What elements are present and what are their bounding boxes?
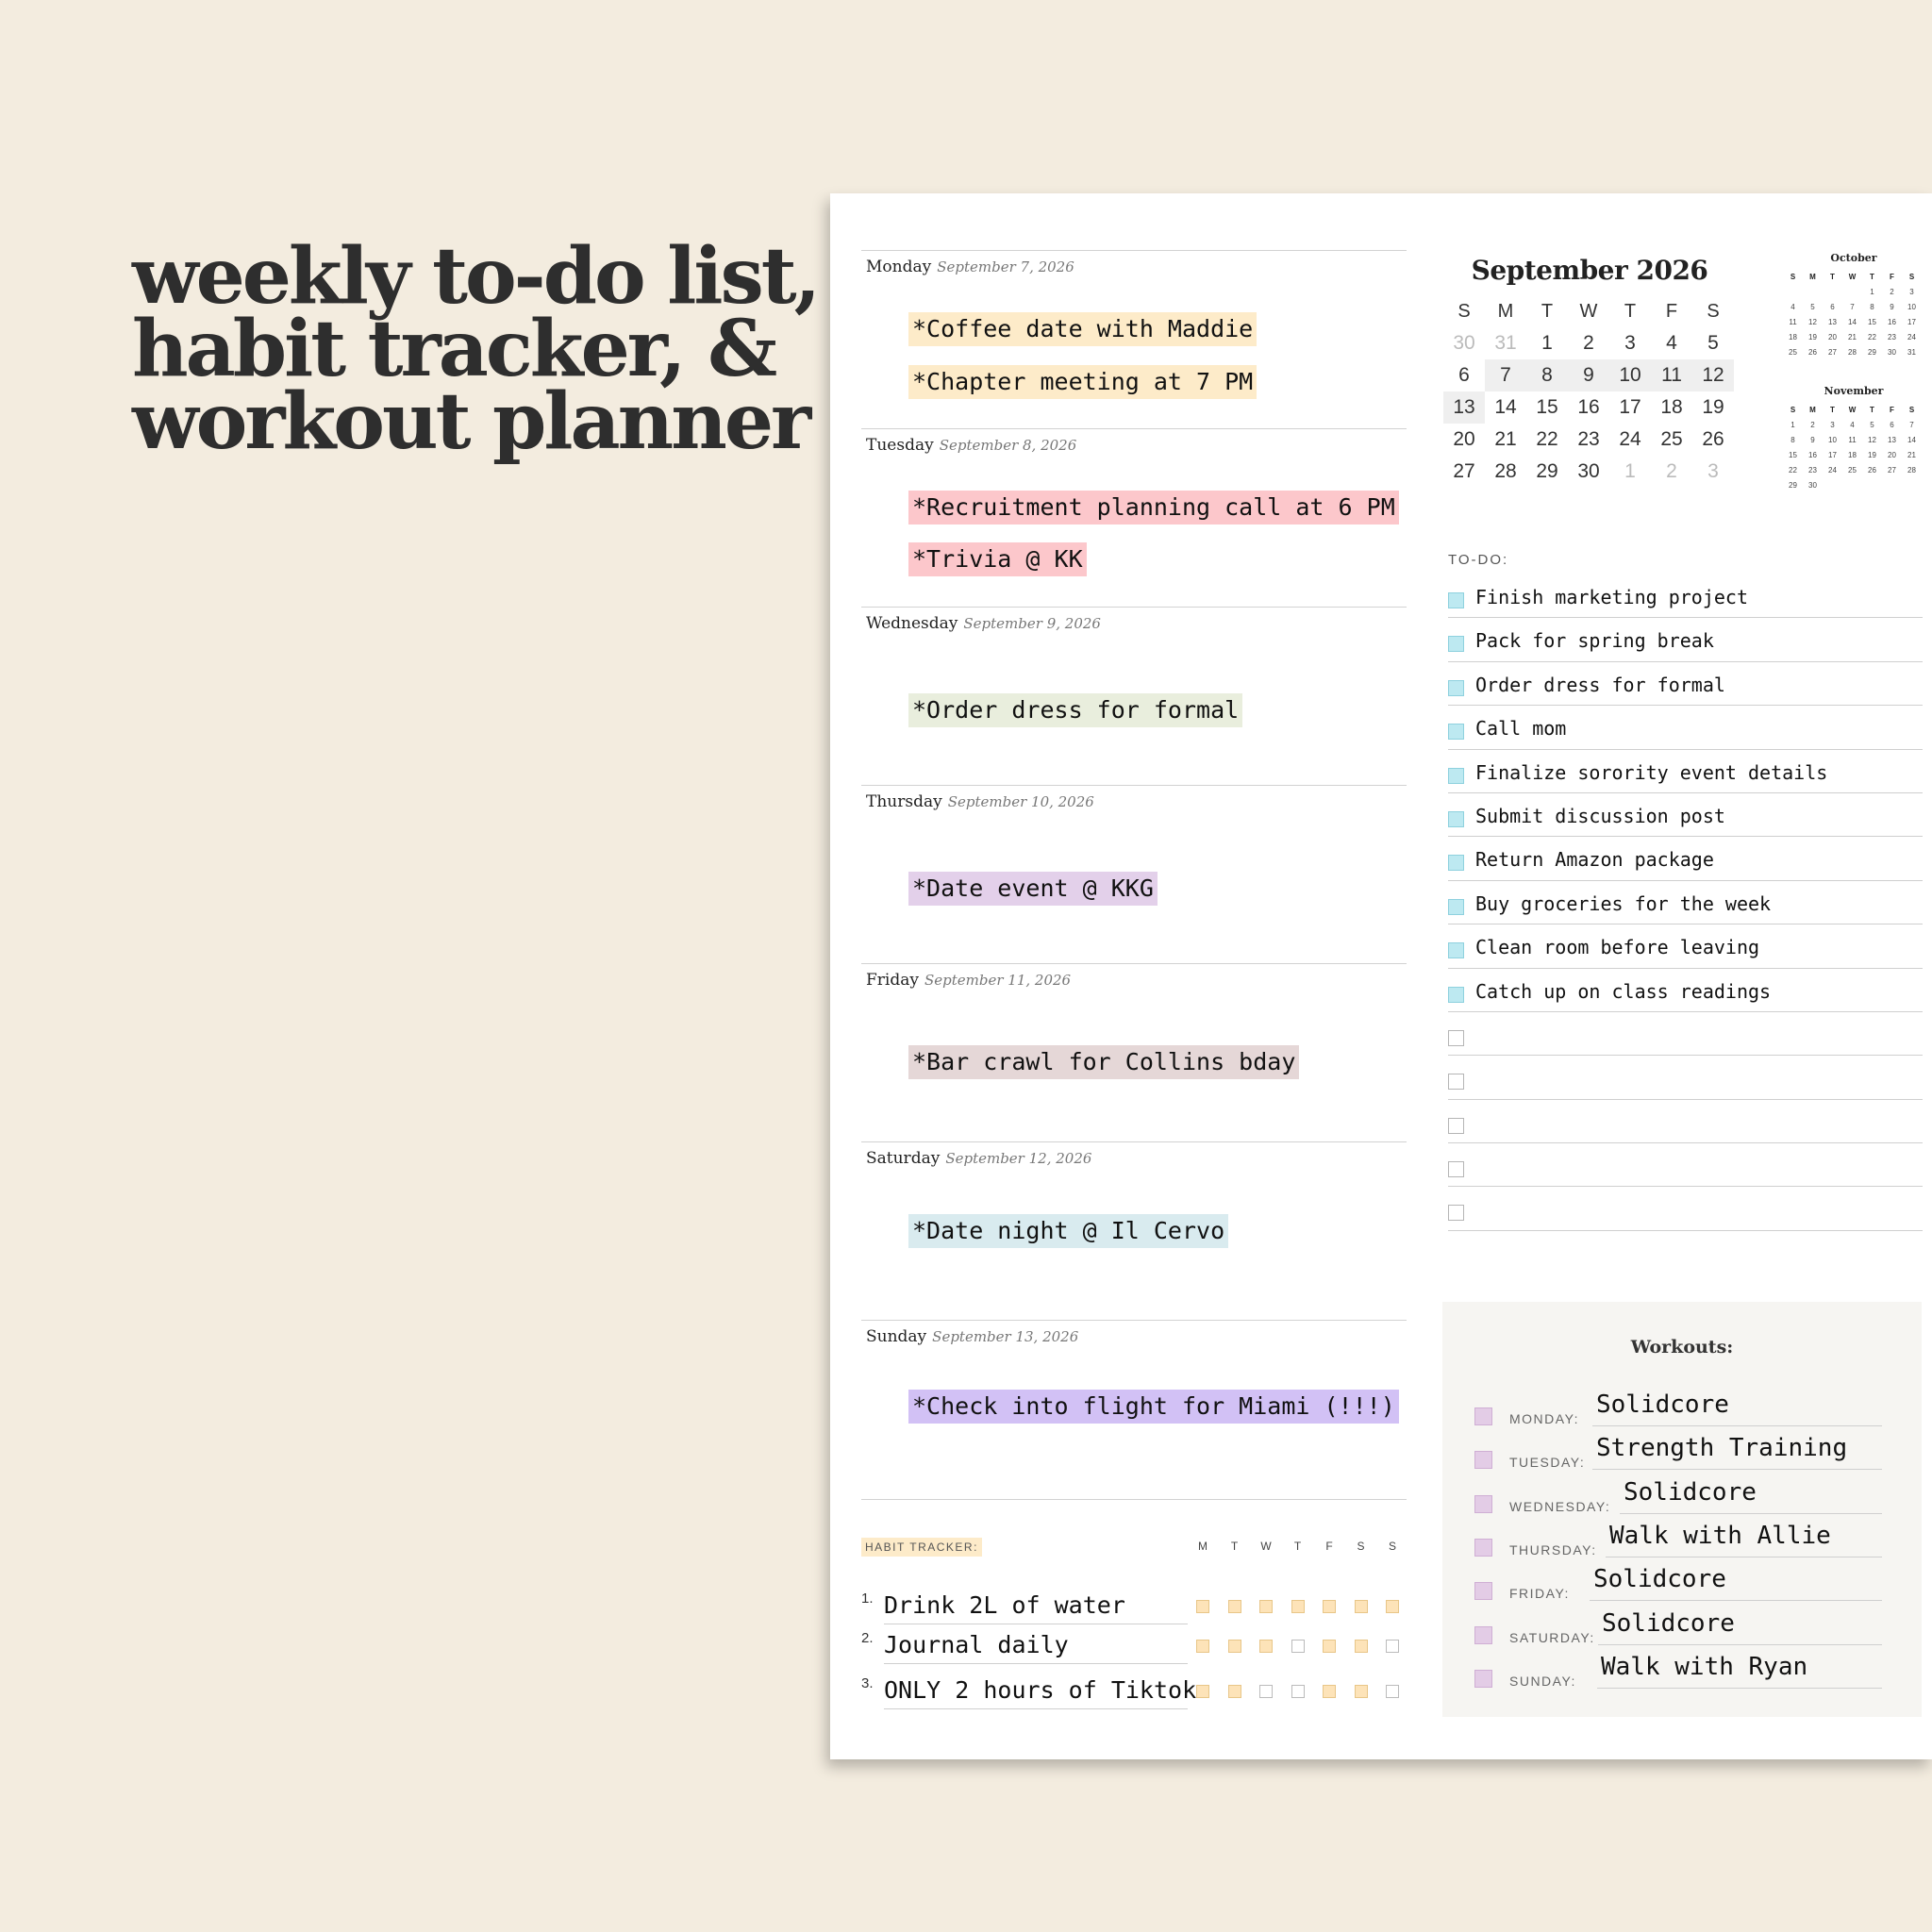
- mini-day: 22: [1789, 466, 1797, 475]
- todo-checkbox[interactable]: [1448, 855, 1464, 871]
- todo-label: Finish marketing project: [1475, 586, 1748, 608]
- todo-label: Call mom: [1475, 717, 1567, 741]
- todo-item: [1448, 662, 1923, 706]
- mini-day: 10: [1828, 436, 1837, 444]
- mini-calendar-grid: [1783, 270, 1924, 360]
- mini-day: 2: [1810, 421, 1815, 429]
- todo-checkbox[interactable]: [1448, 636, 1464, 652]
- todo-item: [1448, 969, 1923, 1012]
- todo-checkbox[interactable]: [1448, 592, 1464, 608]
- day-task[interactable]: *Recruitment planning call at 6 PM: [908, 491, 1399, 525]
- planner-page: [830, 193, 1932, 1759]
- todo-label: Catch up on class readings: [1475, 979, 1772, 1003]
- habit-checkbox[interactable]: [1228, 1685, 1241, 1698]
- todo-checkbox[interactable]: [1448, 899, 1464, 915]
- habit-day-header: T: [1230, 1540, 1239, 1553]
- mini-day: 25: [1848, 466, 1857, 475]
- workout-entry[interactable]: [1592, 1430, 1882, 1470]
- mini-day: 13: [1828, 318, 1837, 326]
- workout-entry[interactable]: [1620, 1474, 1882, 1514]
- todo-item: [1448, 1187, 1923, 1230]
- day-task[interactable]: *Coffee date with Maddie: [908, 312, 1257, 346]
- calendar-day[interactable]: 10: [1609, 359, 1651, 391]
- calendar-day[interactable]: 23: [1577, 428, 1600, 450]
- calendar-day[interactable]: 14: [1494, 396, 1517, 418]
- calendar-grid: [1443, 295, 1745, 488]
- habit-day-header: M: [1198, 1540, 1208, 1553]
- todo-label: Buy groceries for the week: [1475, 891, 1772, 915]
- calendar-day[interactable]: 13: [1443, 391, 1485, 424]
- mini-day: 12: [1808, 318, 1817, 326]
- day-block: [861, 963, 1407, 1141]
- workout-checkbox[interactable]: [1474, 1451, 1492, 1469]
- workout-entry[interactable]: [1597, 1649, 1882, 1689]
- day-name: Sunday: [866, 1327, 927, 1346]
- calendar-day-header: S: [1707, 301, 1720, 322]
- workout-row: [1474, 1649, 1882, 1692]
- habit-checks: [1196, 1685, 1399, 1698]
- habit-day-headers: [1196, 1540, 1399, 1553]
- habit-checkbox[interactable]: [1386, 1685, 1399, 1698]
- day-date: September 8, 2026: [939, 437, 1077, 454]
- mini-calendar-november: [1783, 385, 1924, 493]
- calendar-day[interactable]: 22: [1536, 428, 1558, 450]
- habit-row: [861, 1672, 1407, 1711]
- mini-day: 15: [1868, 318, 1876, 326]
- habit-checkbox[interactable]: [1355, 1600, 1368, 1613]
- habit-tracker-title: HABIT TRACKER:: [861, 1538, 982, 1557]
- mini-day: 7: [1909, 421, 1914, 429]
- headline: [132, 231, 819, 467]
- workout-entry[interactable]: [1592, 1387, 1882, 1426]
- workout-entry[interactable]: [1590, 1561, 1882, 1601]
- habit-number: 2.: [861, 1630, 874, 1646]
- todo-label: Pack for spring break: [1475, 629, 1714, 653]
- workout-entry[interactable]: [1606, 1518, 1882, 1557]
- habit-label: ONLY 2 hours of Tiktok: [884, 1672, 1188, 1709]
- workout-checkbox[interactable]: [1474, 1407, 1492, 1425]
- mini-day: 2: [1890, 288, 1894, 296]
- calendar-day[interactable]: 28: [1494, 460, 1517, 482]
- mini-day: 26: [1808, 348, 1817, 357]
- day-block: [861, 785, 1407, 963]
- calendar-title: September 2026: [1471, 255, 1708, 286]
- mini-day: 8: [1870, 303, 1874, 311]
- habit-checkbox[interactable]: [1323, 1600, 1336, 1613]
- workout-checkbox[interactable]: [1474, 1626, 1492, 1644]
- habit-day-header: S: [1357, 1540, 1365, 1553]
- workouts-title: Workouts:: [1630, 1337, 1734, 1357]
- workout-row: [1474, 1474, 1882, 1518]
- calendar-day-header: W: [1579, 301, 1598, 322]
- todo-label: Finalize sorority event details: [1475, 760, 1828, 784]
- todo-item: [1448, 924, 1923, 968]
- day-heading: [866, 436, 1076, 455]
- calendar-day[interactable]: 5: [1707, 332, 1719, 354]
- habit-checkbox[interactable]: [1259, 1685, 1273, 1698]
- calendar-day[interactable]: 30: [1577, 460, 1600, 482]
- todo-checkbox[interactable]: [1448, 1074, 1464, 1090]
- workout-value: Walk with Allie: [1609, 1521, 1831, 1550]
- calendar-day[interactable]: 2: [1666, 460, 1677, 482]
- calendar-day[interactable]: 24: [1619, 428, 1641, 450]
- calendar-day[interactable]: 3: [1707, 460, 1719, 482]
- workout-day: FRIDAY:: [1509, 1586, 1570, 1602]
- mini-day: 13: [1888, 436, 1896, 444]
- workout-checkbox[interactable]: [1474, 1670, 1492, 1688]
- mini-day: 16: [1808, 451, 1817, 459]
- habit-checkbox[interactable]: [1323, 1640, 1336, 1653]
- mini-day: 21: [1907, 451, 1916, 459]
- calendar-day[interactable]: 11: [1651, 359, 1692, 391]
- calendar-day[interactable]: 17: [1619, 396, 1641, 418]
- habit-row: [861, 1587, 1407, 1626]
- mini-day-header: S: [1908, 406, 1915, 414]
- mini-day: 23: [1888, 333, 1896, 341]
- day-heading: [866, 1327, 1078, 1346]
- mini-day: 1: [1790, 421, 1795, 429]
- calendar-day[interactable]: 1: [1624, 460, 1636, 482]
- mini-day: 31: [1907, 348, 1916, 357]
- mini-calendar-october: [1783, 252, 1924, 360]
- mini-day: 17: [1907, 318, 1916, 326]
- mini-day: 4: [1790, 303, 1795, 311]
- todo-section: [1448, 552, 1923, 1003]
- habit-checkbox[interactable]: [1259, 1640, 1273, 1653]
- habit-day-header: W: [1260, 1540, 1272, 1553]
- habit-checkbox[interactable]: [1386, 1600, 1399, 1613]
- mini-day: 6: [1890, 421, 1894, 429]
- mini-day-header: S: [1908, 273, 1915, 281]
- todo-label: Submit discussion post: [1475, 804, 1725, 827]
- todo-item: [1448, 750, 1923, 793]
- mini-day: 12: [1868, 436, 1876, 444]
- calendar-day[interactable]: 9: [1568, 359, 1609, 391]
- day-task[interactable]: *Date night @ Il Cervo: [908, 1214, 1228, 1248]
- habit-label: Journal daily: [884, 1626, 1188, 1664]
- mini-day-header: F: [1890, 273, 1894, 281]
- workout-entry[interactable]: [1598, 1606, 1882, 1645]
- habit-checkbox[interactable]: [1196, 1600, 1209, 1613]
- mini-day: 8: [1790, 436, 1795, 444]
- day-task[interactable]: *Date event @ KKG: [908, 872, 1158, 906]
- mini-day-header: F: [1890, 406, 1894, 414]
- workout-row: [1474, 1430, 1882, 1474]
- day-block: [861, 428, 1407, 607]
- mini-day: 19: [1868, 451, 1876, 459]
- calendar-day[interactable]: 2: [1583, 332, 1594, 354]
- weekly-days: [861, 250, 1407, 1500]
- mini-day: 30: [1808, 481, 1817, 490]
- mini-day: 29: [1868, 348, 1876, 357]
- calendar-day[interactable]: 7: [1485, 359, 1526, 391]
- todo-item: [1448, 837, 1923, 880]
- todo-title: TO-DO:: [1448, 552, 1509, 568]
- mini-day: 17: [1828, 451, 1837, 459]
- mini-day-header: S: [1790, 406, 1796, 414]
- calendar-day[interactable]: 30: [1453, 332, 1475, 354]
- todo-item: [1448, 1143, 1923, 1187]
- mini-day: 15: [1789, 451, 1797, 459]
- calendar-day-header: F: [1665, 301, 1678, 322]
- day-task[interactable]: *Trivia @ KK: [908, 542, 1087, 576]
- day-date: September 7, 2026: [937, 258, 1074, 275]
- calendar-day[interactable]: 4: [1666, 332, 1677, 354]
- mini-day-header: T: [1830, 273, 1835, 281]
- mini-day: 18: [1789, 333, 1797, 341]
- mini-day-header: T: [1870, 273, 1874, 281]
- workout-row: [1474, 1561, 1882, 1605]
- mini-day: [1823, 285, 1842, 300]
- mini-day-header: W: [1848, 406, 1857, 414]
- habit-checkbox[interactable]: [1386, 1640, 1399, 1653]
- mini-day: 16: [1888, 318, 1896, 326]
- habit-checkbox[interactable]: [1196, 1640, 1209, 1653]
- calendar-day-header: T: [1624, 301, 1637, 322]
- day-heading: [866, 1149, 1091, 1168]
- calendar-day[interactable]: 12: [1692, 359, 1734, 391]
- todo-item: [1448, 1056, 1923, 1099]
- workout-day: THURSDAY:: [1509, 1541, 1597, 1557]
- habit-number: 1.: [861, 1591, 874, 1607]
- todo-checkbox[interactable]: [1448, 680, 1464, 696]
- mini-calendar-grid: [1783, 403, 1924, 493]
- day-date: September 12, 2026: [945, 1150, 1092, 1167]
- day-task[interactable]: *Chapter meeting at 7 PM: [908, 365, 1257, 399]
- days-bottom-rule: [861, 1499, 1407, 1500]
- mini-day: 28: [1907, 466, 1916, 475]
- workout-checkbox[interactable]: [1474, 1539, 1492, 1557]
- habit-tracker: [861, 1538, 1407, 1726]
- workout-day: SATURDAY:: [1509, 1629, 1595, 1645]
- calendar-day[interactable]: 29: [1536, 460, 1558, 482]
- mini-day: 24: [1907, 333, 1916, 341]
- todo-label: Clean room before leaving: [1475, 936, 1760, 959]
- habit-checkbox[interactable]: [1291, 1600, 1305, 1613]
- day-date: September 10, 2026: [947, 793, 1094, 810]
- day-name: Saturday: [866, 1149, 941, 1168]
- mini-day: [1803, 285, 1823, 300]
- habit-checkbox[interactable]: [1259, 1600, 1273, 1613]
- day-heading: [866, 614, 1101, 633]
- mini-day-header: T: [1870, 406, 1874, 414]
- calendar-day[interactable]: 27: [1453, 460, 1475, 482]
- calendar-day[interactable]: 21: [1494, 428, 1517, 450]
- todo-checkbox[interactable]: [1448, 987, 1464, 1003]
- calendar-day-header: S: [1457, 301, 1471, 322]
- todo-item: [1448, 793, 1923, 837]
- day-name: Thursday: [866, 792, 942, 811]
- workout-value: Solidcore: [1596, 1391, 1729, 1419]
- day-name: Monday: [866, 258, 932, 276]
- habit-checkbox[interactable]: [1355, 1640, 1368, 1653]
- habit-row: [861, 1626, 1407, 1666]
- mini-day: 1: [1870, 288, 1874, 296]
- habit-checkbox[interactable]: [1291, 1685, 1305, 1698]
- mini-calendar-title: November: [1824, 385, 1884, 397]
- mini-day: 27: [1828, 348, 1837, 357]
- todo-item: [1448, 706, 1923, 749]
- calendar-day[interactable]: 16: [1577, 396, 1600, 418]
- day-heading: [866, 971, 1071, 990]
- workout-value: Solidcore: [1624, 1477, 1757, 1507]
- workout-value: Solidcore: [1602, 1608, 1735, 1638]
- headline-line: habit tracker, &: [132, 304, 775, 394]
- day-heading: [866, 258, 1074, 276]
- habit-checkbox[interactable]: [1228, 1640, 1241, 1653]
- day-name: Wednesday: [866, 614, 958, 633]
- todo-checkbox[interactable]: [1448, 1030, 1464, 1046]
- mini-day-header: W: [1848, 273, 1857, 281]
- todo-checkbox[interactable]: [1448, 1118, 1464, 1134]
- workouts-panel: [1442, 1302, 1922, 1717]
- calendar-day[interactable]: 20: [1453, 428, 1475, 450]
- workout-day: TUESDAY:: [1509, 1455, 1586, 1471]
- todo-item: [1448, 1100, 1923, 1143]
- mini-day: 24: [1828, 466, 1837, 475]
- todo-item: [1448, 881, 1923, 924]
- workout-row: [1474, 1518, 1882, 1561]
- mini-day: 14: [1907, 436, 1916, 444]
- habit-checks: [1196, 1600, 1399, 1613]
- mini-calendar-title: October: [1830, 252, 1877, 264]
- mini-day: 5: [1870, 421, 1874, 429]
- day-task[interactable]: *Bar crawl for Collins bday: [908, 1045, 1299, 1079]
- mini-day: 26: [1868, 466, 1876, 475]
- calendar-day[interactable]: 18: [1660, 396, 1683, 418]
- calendar-day[interactable]: 8: [1526, 359, 1568, 391]
- headline-line: workout planner: [132, 376, 809, 467]
- mini-day: 3: [1909, 288, 1914, 296]
- todo-checkbox[interactable]: [1448, 942, 1464, 958]
- todo-checkbox[interactable]: [1448, 724, 1464, 740]
- todo-checkbox[interactable]: [1448, 1205, 1464, 1221]
- calendar-day[interactable]: 3: [1624, 332, 1636, 354]
- calendar-day[interactable]: 15: [1536, 396, 1558, 418]
- month-calendar: [1434, 255, 1745, 488]
- mini-day-header: S: [1790, 273, 1796, 281]
- workout-row: [1474, 1387, 1882, 1430]
- calendar-day-header: M: [1497, 301, 1514, 322]
- workout-value: Strength Training: [1596, 1434, 1848, 1463]
- mini-day: 14: [1848, 318, 1857, 326]
- day-block: [861, 250, 1407, 428]
- mini-day: 21: [1848, 333, 1857, 341]
- habit-checkbox[interactable]: [1355, 1685, 1368, 1698]
- mini-day: 28: [1848, 348, 1857, 357]
- workout-checkbox[interactable]: [1474, 1582, 1492, 1600]
- mini-day: 25: [1789, 348, 1797, 357]
- workout-value: Walk with Ryan: [1601, 1652, 1808, 1681]
- workout-day: SUNDAY:: [1509, 1673, 1576, 1689]
- mini-day: 27: [1888, 466, 1896, 475]
- todo-checkbox[interactable]: [1448, 768, 1464, 784]
- mini-day: 9: [1810, 436, 1815, 444]
- day-name: Tuesday: [866, 436, 934, 455]
- mini-day: 20: [1888, 451, 1896, 459]
- habit-day-header: T: [1293, 1540, 1302, 1553]
- habit-day-header: F: [1325, 1540, 1333, 1553]
- mini-day: 9: [1890, 303, 1894, 311]
- day-date: September 9, 2026: [963, 615, 1101, 632]
- todo-item: [1448, 1012, 1923, 1056]
- todo-label: Return Amazon package: [1475, 848, 1714, 872]
- calendar-day[interactable]: 6: [1458, 364, 1470, 386]
- calendar-day[interactable]: 25: [1660, 428, 1683, 450]
- habit-checkbox[interactable]: [1323, 1685, 1336, 1698]
- calendar-day[interactable]: 31: [1494, 332, 1517, 354]
- mini-day: 19: [1808, 333, 1817, 341]
- mini-day: 29: [1789, 481, 1797, 490]
- mini-day: 7: [1850, 303, 1855, 311]
- day-date: September 13, 2026: [932, 1328, 1079, 1345]
- mini-day: 23: [1808, 466, 1817, 475]
- day-heading: [866, 792, 1094, 811]
- habit-number: 3.: [861, 1675, 874, 1691]
- habit-label: Drink 2L of water: [884, 1587, 1188, 1624]
- todo-checkbox[interactable]: [1448, 811, 1464, 827]
- mini-day: 3: [1830, 421, 1835, 429]
- todo-item: [1448, 575, 1923, 618]
- todo-item: [1448, 618, 1923, 661]
- mini-day: [1783, 285, 1803, 300]
- workout-value: Solidcore: [1593, 1565, 1726, 1594]
- mini-day: 30: [1888, 348, 1896, 357]
- mini-day: 11: [1848, 436, 1857, 444]
- day-block: [861, 1320, 1407, 1499]
- todo-checkbox[interactable]: [1448, 1161, 1464, 1177]
- mini-day: 5: [1810, 303, 1815, 311]
- mini-day-header: T: [1830, 406, 1835, 414]
- workout-day: WEDNESDAY:: [1509, 1498, 1611, 1514]
- headline-line: weekly to-do list,: [132, 231, 819, 322]
- mini-day: 4: [1850, 421, 1855, 429]
- mini-day: 18: [1848, 451, 1857, 459]
- habit-checkbox[interactable]: [1291, 1640, 1305, 1653]
- workout-row: [1474, 1606, 1882, 1649]
- habit-checks: [1196, 1640, 1399, 1653]
- calendar-day[interactable]: 26: [1702, 428, 1724, 450]
- mini-day: [1842, 285, 1862, 300]
- habit-checkbox[interactable]: [1228, 1600, 1241, 1613]
- mini-day: 20: [1828, 333, 1837, 341]
- mini-day: 11: [1789, 318, 1797, 326]
- habit-day-header: S: [1388, 1540, 1396, 1553]
- day-name: Friday: [866, 971, 919, 990]
- day-block: [861, 607, 1407, 785]
- mini-day: 22: [1868, 333, 1876, 341]
- todo-label: Order dress for formal: [1475, 673, 1725, 696]
- habit-checkbox[interactable]: [1196, 1685, 1209, 1698]
- mini-day: 6: [1830, 303, 1835, 311]
- calendar-day-header: T: [1541, 301, 1554, 322]
- calendar-day[interactable]: 1: [1541, 332, 1553, 354]
- workout-day: MONDAY:: [1509, 1411, 1580, 1426]
- day-date: September 11, 2026: [924, 972, 1072, 989]
- day-task[interactable]: *Check into flight for Miami (!!!): [908, 1390, 1399, 1424]
- todo-list: [1448, 575, 1923, 1231]
- mini-day-header: M: [1809, 406, 1816, 414]
- mini-day-header: M: [1809, 273, 1816, 281]
- workout-checkbox[interactable]: [1474, 1495, 1492, 1513]
- calendar-day[interactable]: 19: [1702, 396, 1724, 418]
- day-block: [861, 1141, 1407, 1320]
- mini-day: 10: [1907, 303, 1916, 311]
- day-task[interactable]: *Order dress for formal: [908, 693, 1242, 727]
